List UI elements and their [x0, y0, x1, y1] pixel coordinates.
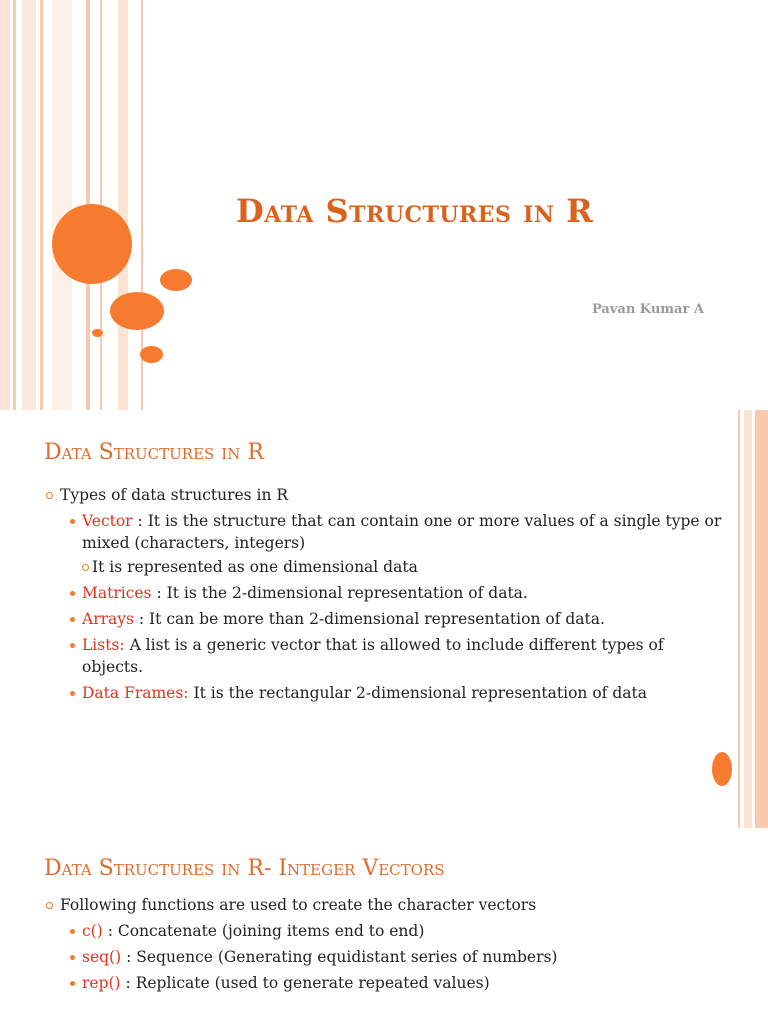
list-item [46, 484, 726, 704]
function-name: rep() [82, 974, 121, 992]
section-title: Data Structures in R [44, 440, 264, 465]
decor-stripe [52, 0, 72, 410]
sub-list [60, 920, 726, 994]
list-intro: Following functions are used to create the character vectors [60, 896, 537, 914]
decor-stripe [22, 0, 36, 410]
term-label: Vector [82, 512, 133, 530]
term-description: It is the 2-dimensional representation of data. [166, 584, 528, 602]
decor-circle [712, 752, 732, 786]
list-item: Arrays : It can be more than 2-dimensional representation of data. [60, 608, 726, 630]
term-description: It is the structure that can contain one or more values of a single type or mixed (characters, integers) [82, 512, 722, 552]
decor-circle [160, 269, 192, 291]
term-label: Data Frames: [82, 684, 189, 702]
list-item: Matrices : It is the 2-dimensional representation of data. [60, 582, 726, 604]
decor-stripe [0, 0, 10, 410]
decor-circle [110, 292, 164, 330]
decor-stripe [40, 0, 43, 410]
list-item: rep() : Replicate (used to generate repeated values) [60, 972, 726, 994]
list-item: It is represented as one dimensional data [82, 556, 726, 578]
sub-sub-list [82, 556, 726, 578]
section-title: Data Structures in R- Integer Vectors [44, 856, 445, 881]
decor-stripe [118, 0, 128, 410]
bullet-list [46, 484, 726, 708]
list-item: seq() : Sequence (Generating equidistant series of numbers) [60, 946, 726, 968]
content-slide-integer-vectors [0, 828, 768, 1024]
decor-stripe [744, 410, 752, 828]
term-label: Lists: [82, 636, 125, 654]
list-item: Vector : It is the structure that can contain one or more values of a single type or mixed (characters, integers) It is represented as one dimensional data [60, 510, 726, 578]
decor-stripe [755, 410, 768, 828]
decor-circle-large [52, 204, 132, 284]
list-intro: Types of data structures in R [60, 486, 289, 504]
title-slide [0, 0, 768, 410]
author-name: Pavan Kumar A [592, 302, 704, 317]
decor-circle [140, 346, 163, 363]
term-description: A list is a generic vector that is allowed to include different types of objects. [82, 636, 664, 676]
sub-list [60, 510, 726, 704]
function-description: Concatenate (joining items end to end) [117, 922, 425, 940]
term-label: Matrices [82, 584, 152, 602]
decor-stripe [13, 0, 16, 410]
list-item [60, 634, 726, 678]
list-item: c() : Concatenate (joining items end to end) [60, 920, 726, 942]
content-slide-data-structures [0, 410, 768, 828]
function-name: c() [82, 922, 103, 940]
function-name: seq() [82, 948, 122, 966]
term-description: It can be more than 2-dimensional representation of data. [149, 610, 605, 628]
function-description: Sequence (Generating equidistant series of numbers) [136, 948, 558, 966]
bullet-list [46, 894, 726, 998]
decor-circle-small [92, 329, 103, 337]
term-description: It is the rectangular 2-dimensional representation of data [193, 684, 647, 702]
list-item [46, 894, 726, 994]
list-item [60, 682, 726, 704]
term-label: Arrays [82, 610, 134, 628]
page-title: Data Structures in R [236, 192, 594, 230]
decor-stripe [738, 410, 740, 828]
function-description: Replicate (used to generate repeated values) [135, 974, 490, 992]
